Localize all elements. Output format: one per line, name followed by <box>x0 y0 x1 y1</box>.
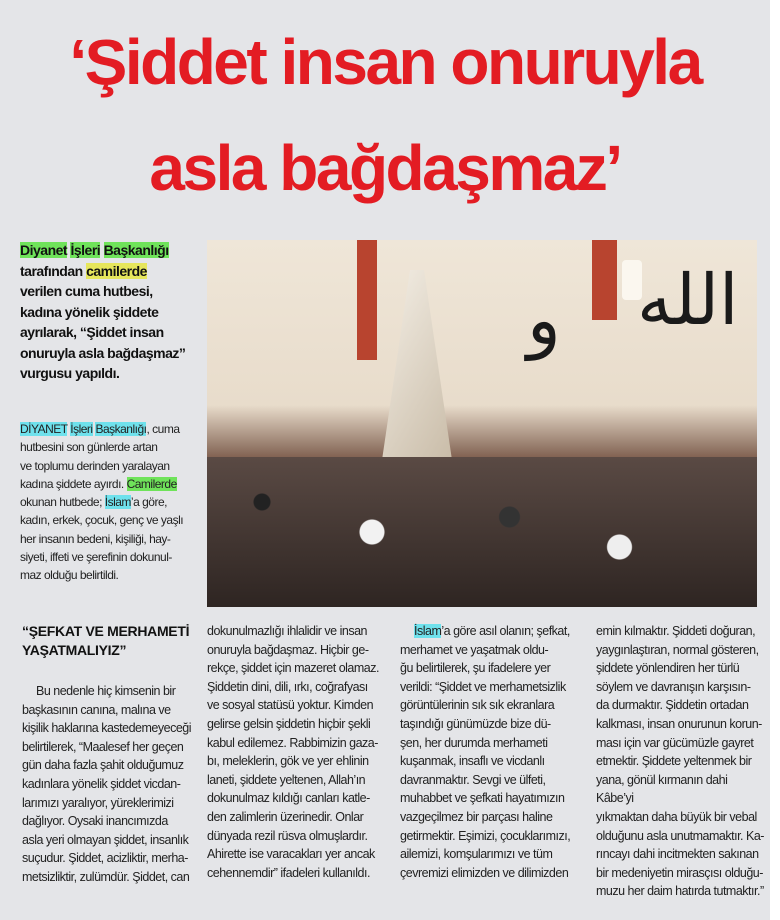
text-line: yıkmaktan daha büyük bir vebal <box>596 809 757 824</box>
text-line: ğu belirtilerek, şu ifadelere yer <box>400 661 551 676</box>
highlighted-term: İslam <box>414 624 442 638</box>
text-line: cehennemdir” ifadeleri kullanıldı. <box>207 865 370 880</box>
text-line: muhabbet ve şefkati hayatımızın <box>400 791 565 806</box>
text-line: çevremizi elimizden ve dilimizden <box>400 865 569 880</box>
highlighted-term: İslam <box>104 495 131 510</box>
text-line: başkasının canına, malına ve <box>22 702 171 717</box>
text-line: bir medeniyetin mirasçısı olduğu- <box>596 865 763 880</box>
text-line: kadına yönelik şiddete <box>20 303 159 320</box>
text-line: taşındığı günümüzde bize dü- <box>400 716 551 731</box>
text-line: kabul edilemez. Rabbimizin gaza- <box>207 735 378 750</box>
text-line <box>400 622 588 641</box>
text-line: kadın, erkek, çocuk, genç ve yaşlı <box>20 513 184 528</box>
text-segment: okunan hutbede; <box>20 495 105 510</box>
highlighted-term: Diyanet <box>20 242 68 258</box>
headline-text: ‘Şiddet insan onuruyla <box>69 26 701 98</box>
text-line: gelirse gelsin şiddetin hiçbir şekli <box>207 716 371 731</box>
text-line: ayrılarak, “Şiddet insan <box>20 324 164 340</box>
text-line: rekçe, şiddet için mazeret olamaz. <box>207 661 379 676</box>
text-line: kalkması, insan onurunun korun- <box>596 716 762 731</box>
lead-paragraph <box>20 420 202 585</box>
text-line: larımızı yaralıyor, yüreklerimizi <box>22 795 174 810</box>
column-1-text <box>22 682 200 887</box>
text-line: ve toplumu derinden yaralayan <box>20 458 170 473</box>
text-line: görüntülerinin sık sık ekranlara <box>400 698 555 713</box>
text-line <box>20 493 202 511</box>
text-line: vazgeçilmez bir parçası haline <box>400 809 553 824</box>
text-line: ve sosyal statüsü yoktur. Kimden <box>207 698 374 713</box>
headline-line-2 <box>0 118 770 218</box>
text-line: den zalimlerin üzerinedir. Onlar <box>207 809 364 824</box>
text-line: Bu nedenle hiç kimsenin bir <box>36 684 176 698</box>
text-line: kadınlara yönelik şiddet vicdan- <box>22 776 181 791</box>
subheading-line: “ŞEFKAT VE MERHAMETİ <box>22 623 190 639</box>
text-line: siyeti, iffeti ve şerefinin dokunul- <box>20 550 172 565</box>
highlighted-term: Başkanlığı <box>95 422 147 436</box>
headline-line-1 <box>0 12 770 112</box>
intro-summary <box>20 240 202 384</box>
text-line: getirmektir. Eşimizi, çocuklarımızı, <box>400 828 571 843</box>
text-line: şiddete yönlendiren her türlü <box>596 661 740 676</box>
highlighted-term: Başkanlığı <box>103 242 169 258</box>
highlighted-term: İşleri <box>70 242 101 258</box>
column-4-text <box>596 622 766 901</box>
mosque-photo <box>207 240 757 607</box>
text-line: onuruyla bağdaşmaz. Hiçbir ge- <box>207 642 369 657</box>
text-line: etmektir. Şiddete yeltenmek bir <box>596 754 752 769</box>
text-line: laneti, şiddete yeltenen, Allah’ın <box>207 772 366 787</box>
text-line <box>20 420 202 438</box>
text-line <box>20 261 202 282</box>
text-line: dağlıyor. Oysaki inancımızda <box>22 814 168 829</box>
text-line: muzu her daim hatırda tutmaktır.” <box>596 884 764 899</box>
arch-stripe <box>357 240 377 360</box>
text-line: vurgusu yapıldı. <box>20 365 120 381</box>
text-line: bı, meleklerin, gök ve yer ehlinin <box>207 754 369 769</box>
text-segment: ’a göre, <box>130 495 167 510</box>
highlighted-term: camilerde <box>86 262 147 279</box>
text-line: maz olduğu belirtildi. <box>20 568 119 583</box>
text-line: Ahirette ise varacakları yer ancak <box>207 847 375 862</box>
text-line: suçudur. Şiddet, acizliktir, merha- <box>22 851 188 866</box>
text-line: metsizliktir, zulümdür. Şiddet, can <box>22 869 190 884</box>
text-line: gün daha fazla şahit olduğumuz <box>22 758 184 773</box>
text-segment: , cuma <box>146 422 180 436</box>
text-line: da durmaktır. Şiddetin ortadan <box>596 698 749 713</box>
text-line: yaygınlaştıran, normal gösteren, <box>596 642 759 657</box>
text-line: merhamet ve yaşatmak oldu- <box>400 642 549 657</box>
text-line <box>20 475 202 493</box>
text-line: kuşanmak, insaflı ve vicdanlı <box>400 754 545 769</box>
text-segment: tarafından <box>20 262 87 279</box>
text-line: hutbesini son günlerde artan <box>20 440 158 455</box>
text-line <box>20 240 202 261</box>
minbar <box>382 270 452 460</box>
text-line: dokunulmaz kıldığı canları katle- <box>207 791 370 806</box>
text-line: ailemizi, komşularımızı ve tüm <box>400 847 553 862</box>
text-line: her insanın bedeni, kişiliği, hay- <box>20 531 171 546</box>
column-1 <box>22 622 200 887</box>
text-line: dokunulmazlığı ihlalidir ve insan <box>207 624 367 638</box>
column-2-text <box>207 622 392 882</box>
text-segment: kadına şiddete ayırdı. <box>20 476 127 491</box>
subheading-line: YAŞATMALIYIZ” <box>22 642 127 658</box>
text-segment: ’a göre asıl olanın; şefkat, <box>441 624 570 638</box>
text-line: emin kılmaktır. Şiddeti doğuran, <box>596 624 756 638</box>
worshippers-crowd <box>207 457 757 607</box>
highlighted-term: DİYANET <box>20 422 68 436</box>
text-line: şen, her durumda merhameti <box>400 735 548 750</box>
highlighted-term: İşleri <box>70 422 93 436</box>
calligraphy: و <box>527 279 561 361</box>
arch-stripe <box>592 240 617 320</box>
text-line: verildi: “Şiddet ve merhametsizlik <box>400 679 566 694</box>
calligraphy: الله <box>637 259 739 341</box>
text-line: kişilik haklarına kastedemeyeceği <box>22 721 192 736</box>
highlighted-term: Camilerde <box>126 476 177 491</box>
text-line: ması için var gücümüzle gayret <box>596 735 754 750</box>
text-line: dünyada rezil rüsva olmuşlardır. <box>207 828 368 843</box>
text-line: Şiddetin dini, dili, ırkı, coğrafyası <box>207 679 368 694</box>
text-line: olduğunu asla unutmamaktır. Ka- <box>596 828 764 843</box>
column-3-text <box>400 622 588 882</box>
headline-text: asla bağdaşmaz’ <box>149 132 621 204</box>
text-line: söylem ve davranışın karşısın- <box>596 679 751 694</box>
text-line: asla yeri olmayan şiddet, insanlık <box>22 832 189 847</box>
text-line: yana, gönül kırmanın dahi Kâbe’yi <box>596 772 728 806</box>
text-line: rıncayı dahi incitmekten sakınan <box>596 847 759 862</box>
text-line: onuruyla asla bağdaşmaz” <box>20 344 186 361</box>
text-line: davranmaktır. Sevgi ve ülfeti, <box>400 772 546 787</box>
text-line: belirtilerek, “Maalesef her geçen <box>22 739 184 754</box>
subheading <box>22 622 200 660</box>
text-line: verilen cuma hutbesi, <box>20 283 153 299</box>
